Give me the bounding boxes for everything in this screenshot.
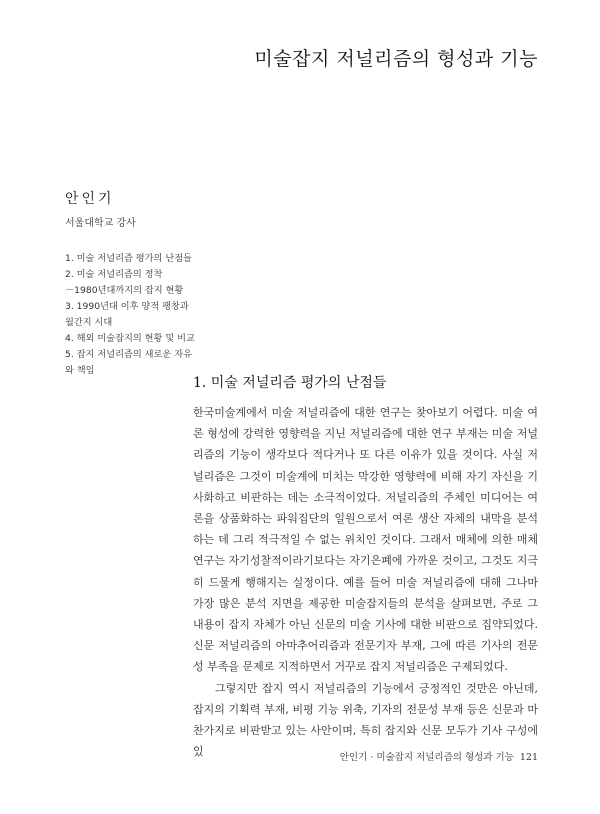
- body-text: [193, 402, 538, 762]
- running-footer: [340, 749, 538, 763]
- toc-item: 1. 미술 저널리즘 평가의 난점들: [65, 253, 192, 264]
- footer-title: 미술잡지 저널리즘의 형성과 기능: [376, 752, 514, 763]
- toc-item: 와 책임: [65, 365, 95, 376]
- toc-item: 5. 잡지 저널리즘의 새로운 자유: [65, 349, 192, 360]
- page-title: 미술잡지 저널리즘의 형성과 기능: [254, 48, 538, 70]
- toc-item: 월간지 시대: [65, 317, 113, 328]
- page-number: 121: [519, 752, 538, 763]
- body-paragraph: 그렇지만 잡지 역시 저널리즘의 기능에서 긍정적인 것만은 아닌데, 잡지의 기획력 부재, 비평 기능 위축, 기자의 전문성 부재 등은 신문과 마찬가지로 비판받고 있는 사안이며, 특히 잡지와 신문 모두가 기사 구성에 있: [193, 681, 538, 759]
- toc-item: －1980년대까지의 잡지 현황: [65, 285, 184, 296]
- section-heading: 1. 미술 저널리즘 평가의 난점들: [193, 375, 387, 391]
- author-block: [65, 188, 197, 379]
- footer-separator: ·: [370, 752, 374, 763]
- author-affiliation: 서울대학교 강사: [65, 218, 136, 229]
- toc-item: 3. 1990년대 이후 양적 팽창과: [65, 301, 189, 312]
- body-paragraph: 한국미술계에서 미술 저널리즘에 대한 연구는 찾아보기 어렵다. 미술 여론 형성에 강력한 영향력을 지닌 저널리즘에 대한 연구 부재는 미술 저널리즘의 기능이 생각보다 적다거나 또 다른 이유가 있을 것이다. 사실 저널리즘은 그것이 미술계에 미치는 막강한 영향력에 비해 자기 자신을 기사화하고 비판하는 데는 소극적이었다. 저널리즘의 주체인 미디어는 여론을 상품화하는 파워집단의 일원으로서 여론 생산 자체의 내막을 분석하는 데 그리 적극적일 수 없는 위치인 것이다. 그래서 매체에 의한 매체 연구는 자기성찰적이라기보다는 자기은폐에 가까운 것이고, 그것도 지극히 드물게 행해지는 실정이다. 예를 들어 미술 저널리즘에 대해 그나마 가장 많은 분석 지면을 제공한 미술잡지들의 분석을 살펴보면, 주로 그 내용이 잡지 자체가 아닌 신문의 미술 기사에 대한 비판으로 집약되었다. 신문 저널리즘의 아마추어리즘과 전문기자 부재, 그에 따른 기사의 전문성 부족을 문제로 지적하면서 거꾸로 잡지 저널리즘은 구제되었다.: [193, 406, 538, 674]
- toc-item: 2. 미술 저널리즘의 정착: [65, 269, 163, 280]
- table-of-contents: [65, 251, 197, 379]
- toc-item: 4. 해외 미술잡지의 현황 및 비교: [65, 333, 195, 344]
- author-name: 안인기: [65, 191, 115, 207]
- footer-author: 안인기: [339, 752, 368, 763]
